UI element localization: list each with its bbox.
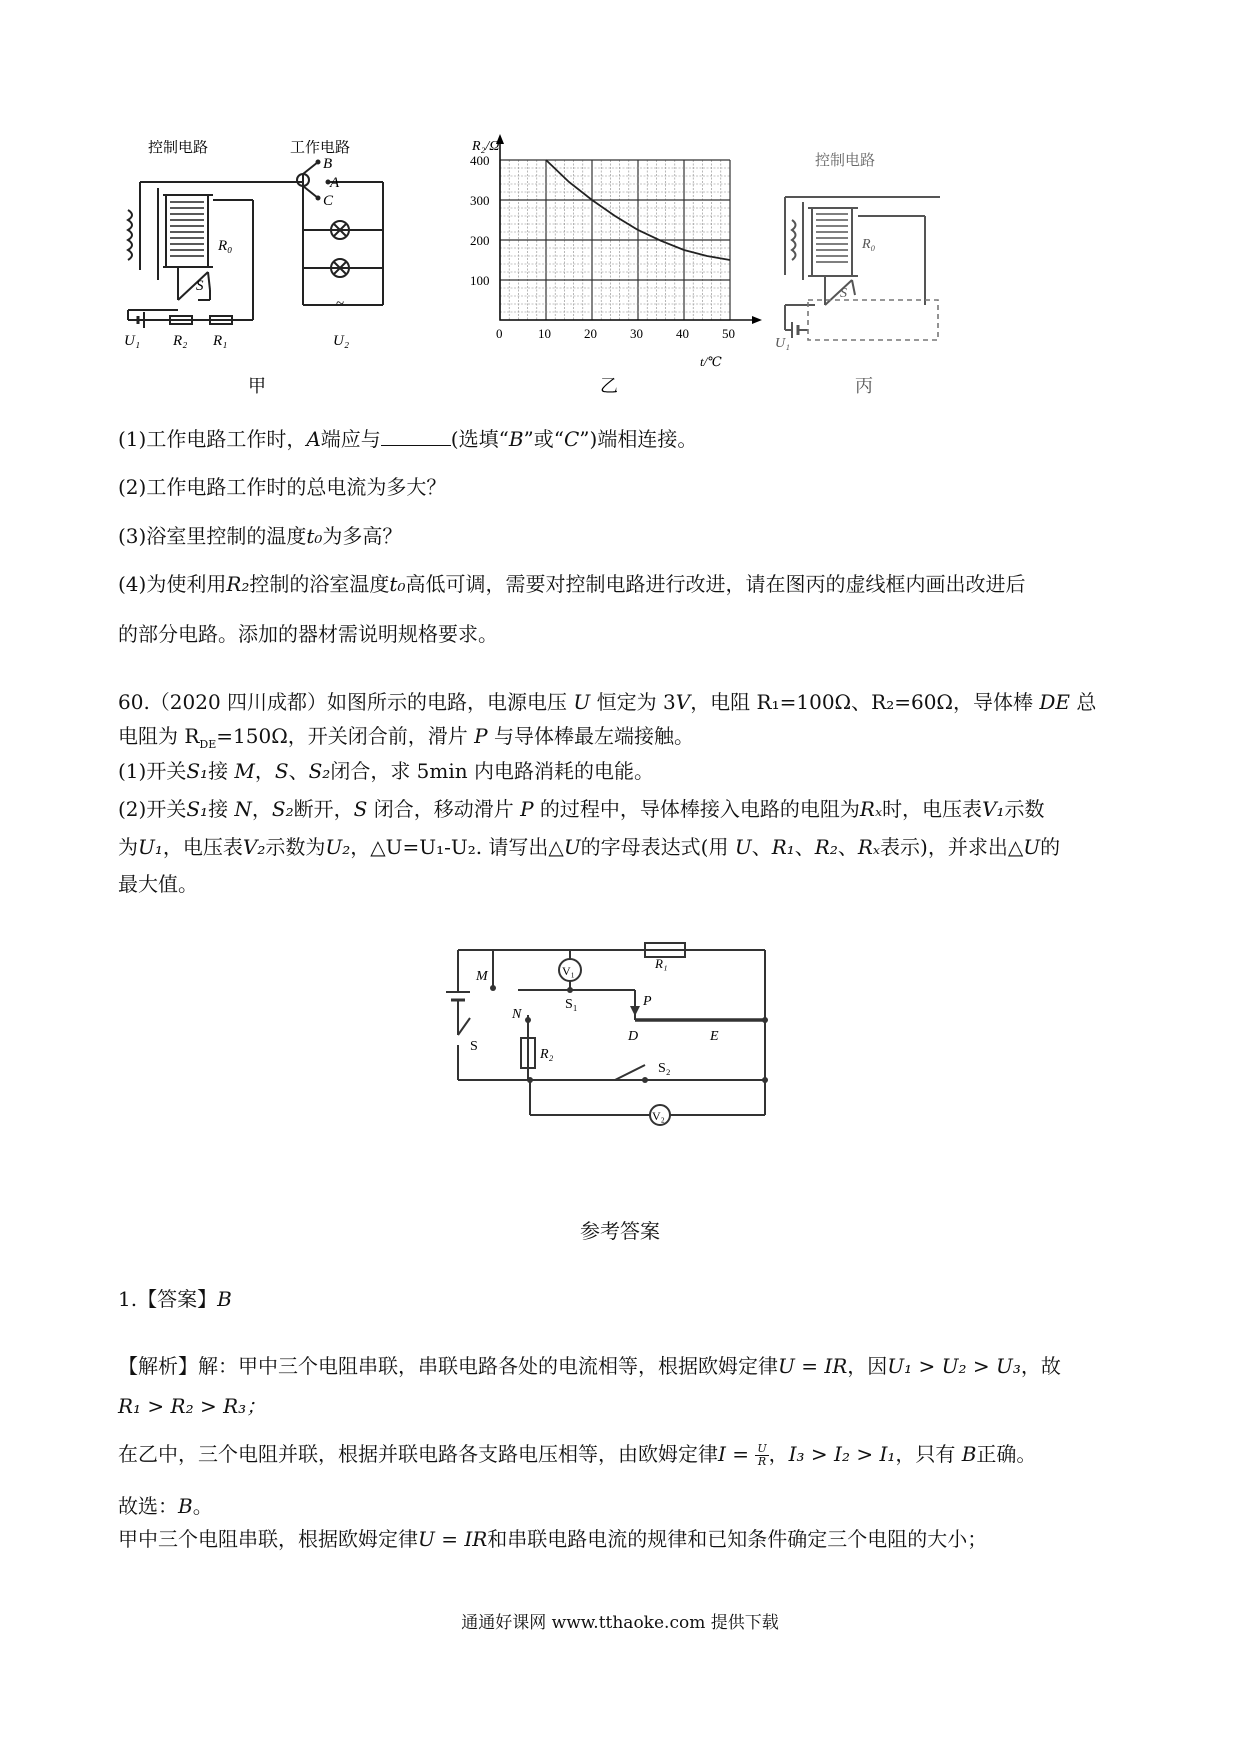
chart-y-tick-label: 200	[470, 233, 490, 248]
jia-r0: R₀	[218, 238, 233, 254]
yi-caption: 乙	[600, 376, 618, 396]
jia-label-work: 工作电路	[290, 140, 351, 156]
figure-q60-circuit	[440, 940, 780, 1130]
q60-line4: (2)开关S₁接 N，S₂断开，S 闭合，移动滑片 P 的过程中，导体棒接入电路的电阻为Rₓ时，电压表V₁示数	[118, 797, 1045, 821]
q60-line5: 为U₁，电压表V₂示数为U₂，△U=U₁-U₂. 请写出△U的字母表达式(用 U、R₁、R₂、Rₓ表示)，并求出△U的	[118, 835, 1061, 859]
answers-heading: 参考答案	[580, 1219, 660, 1243]
explanation-line3: 在乙中，三个电阻并联，根据并联电路各支路电压相等，由欧姆定律I = $\frac{U}{R}$ ，I₃ > I₂ > I₁，只有 B正确。	[118, 1442, 1037, 1468]
figure-jia	[118, 140, 438, 400]
jia-u2: U₂	[333, 333, 350, 349]
q59-part3: (3)浴室里控制的温度t₀为多高？	[118, 524, 403, 548]
chart-x-tick-label: 20	[584, 326, 597, 341]
chart-y-tick-label: 300	[470, 193, 490, 208]
q60-line1: 60.（2020 四川成都）如图所示的电路，电源电压 U 恒定为 3V，电阻 R₁=100Ω、R₂=60Ω，导体棒 DE 总	[118, 690, 1097, 714]
jia-label-control: 控制电路	[148, 140, 209, 156]
q60-fig-m: M	[476, 969, 488, 984]
jia-term-c: C	[323, 193, 334, 209]
jia-term-a: A	[330, 175, 340, 191]
q59-part2: (2)工作电路工作时的总电流为多大？	[118, 475, 447, 499]
bing-label-control: 控制电路	[815, 153, 876, 169]
q60-fig-v2: V₂	[652, 1109, 665, 1123]
chart-y-tick-label: 400	[470, 153, 490, 168]
answer-blank[interactable]	[381, 425, 451, 446]
jia-term-b: B	[323, 156, 333, 172]
chart-x-tick-label: 10	[538, 326, 551, 341]
q60-fig-s1: S₁	[565, 997, 578, 1012]
jia-ac: ~	[336, 296, 345, 312]
chart-x-tick-label: 30	[630, 326, 643, 341]
bing-s: S	[840, 286, 847, 301]
chart-ylabel: R₂/Ω	[472, 139, 500, 154]
q59-part4: (4)为使利用R₂控制的浴室温度t₀高低可调，需要对控制电路进行改进，请在图丙的虚线框内画出改进后	[118, 572, 1026, 596]
fraction-u-over-r: $\frac{U}{R}$	[757, 1442, 767, 1468]
q60-line3: (1)开关S₁接 M，S、S₂闭合，求 5min 内电路消耗的电能。	[118, 759, 655, 783]
footer: 通通好课网 www.tthaoke.com 提供下载	[461, 1613, 779, 1633]
q60-line2: 电阻为 $R_{DE}=150\Omega$，开关闭合前，滑片 P 与导体棒最左端接触。	[118, 724, 694, 751]
chart-x-arrow	[752, 316, 762, 324]
q60-line6: 最大值。	[118, 872, 198, 896]
bing-r0: R₀	[862, 237, 876, 252]
explanation-line4: 故选：B。	[118, 1494, 213, 1518]
jia-r1: R₁	[213, 333, 228, 349]
explanation-line1: 【解析】解：甲中三个电阻串联，串联电路各处的电流相等，根据欧姆定律U = IR，因U₁ > U₂ > U₃，故	[118, 1354, 1061, 1378]
jia-s: S	[196, 278, 204, 294]
figure-yi-chart	[450, 130, 770, 400]
q60-fig-r1: R₁	[655, 956, 668, 971]
q60-fig-p: P	[643, 994, 652, 1009]
explanation-line2: R₁ > R₂ > R₃；	[118, 1394, 267, 1418]
q60-fig-e: E	[710, 1029, 719, 1044]
answer-1: 1.【答案】B	[118, 1287, 232, 1311]
q60-fig-r2: R₂	[540, 1047, 554, 1062]
chart-y-tick-label: 100	[470, 273, 490, 288]
explanation-line5: 甲中三个电阻串联，根据欧姆定律U = IR和串联电路电流的规律和已知条件确定三个电阻的大小；	[118, 1527, 988, 1551]
q60-fig-s: S	[470, 1039, 478, 1054]
q60-fig-v1: V₁	[562, 964, 575, 978]
figure-bing	[770, 140, 990, 400]
jia-r2: R₂	[173, 333, 188, 349]
chart-x-tick-label: 0	[496, 326, 503, 341]
bing-caption: 丙	[855, 376, 873, 396]
q59-part1: (1)工作电路工作时，A端应与 (选填“B”或“C”)端相连接。	[118, 427, 698, 451]
chart-xlabel: t/℃	[700, 354, 722, 369]
q60-fig-d: D	[628, 1029, 639, 1044]
chart-x-tick-label: 50	[722, 326, 735, 341]
jia-caption: 甲	[248, 376, 266, 396]
q60-fig-s2: S₂	[658, 1061, 671, 1076]
chart-x-tick-label: 40	[676, 326, 689, 341]
q60-fig-n: N	[512, 1007, 522, 1022]
q59-part4-line2: 的部分电路。添加的器材需说明规格要求。	[118, 622, 498, 646]
jia-u1: U₁	[124, 333, 141, 349]
bing-u1: U₁	[775, 336, 790, 351]
